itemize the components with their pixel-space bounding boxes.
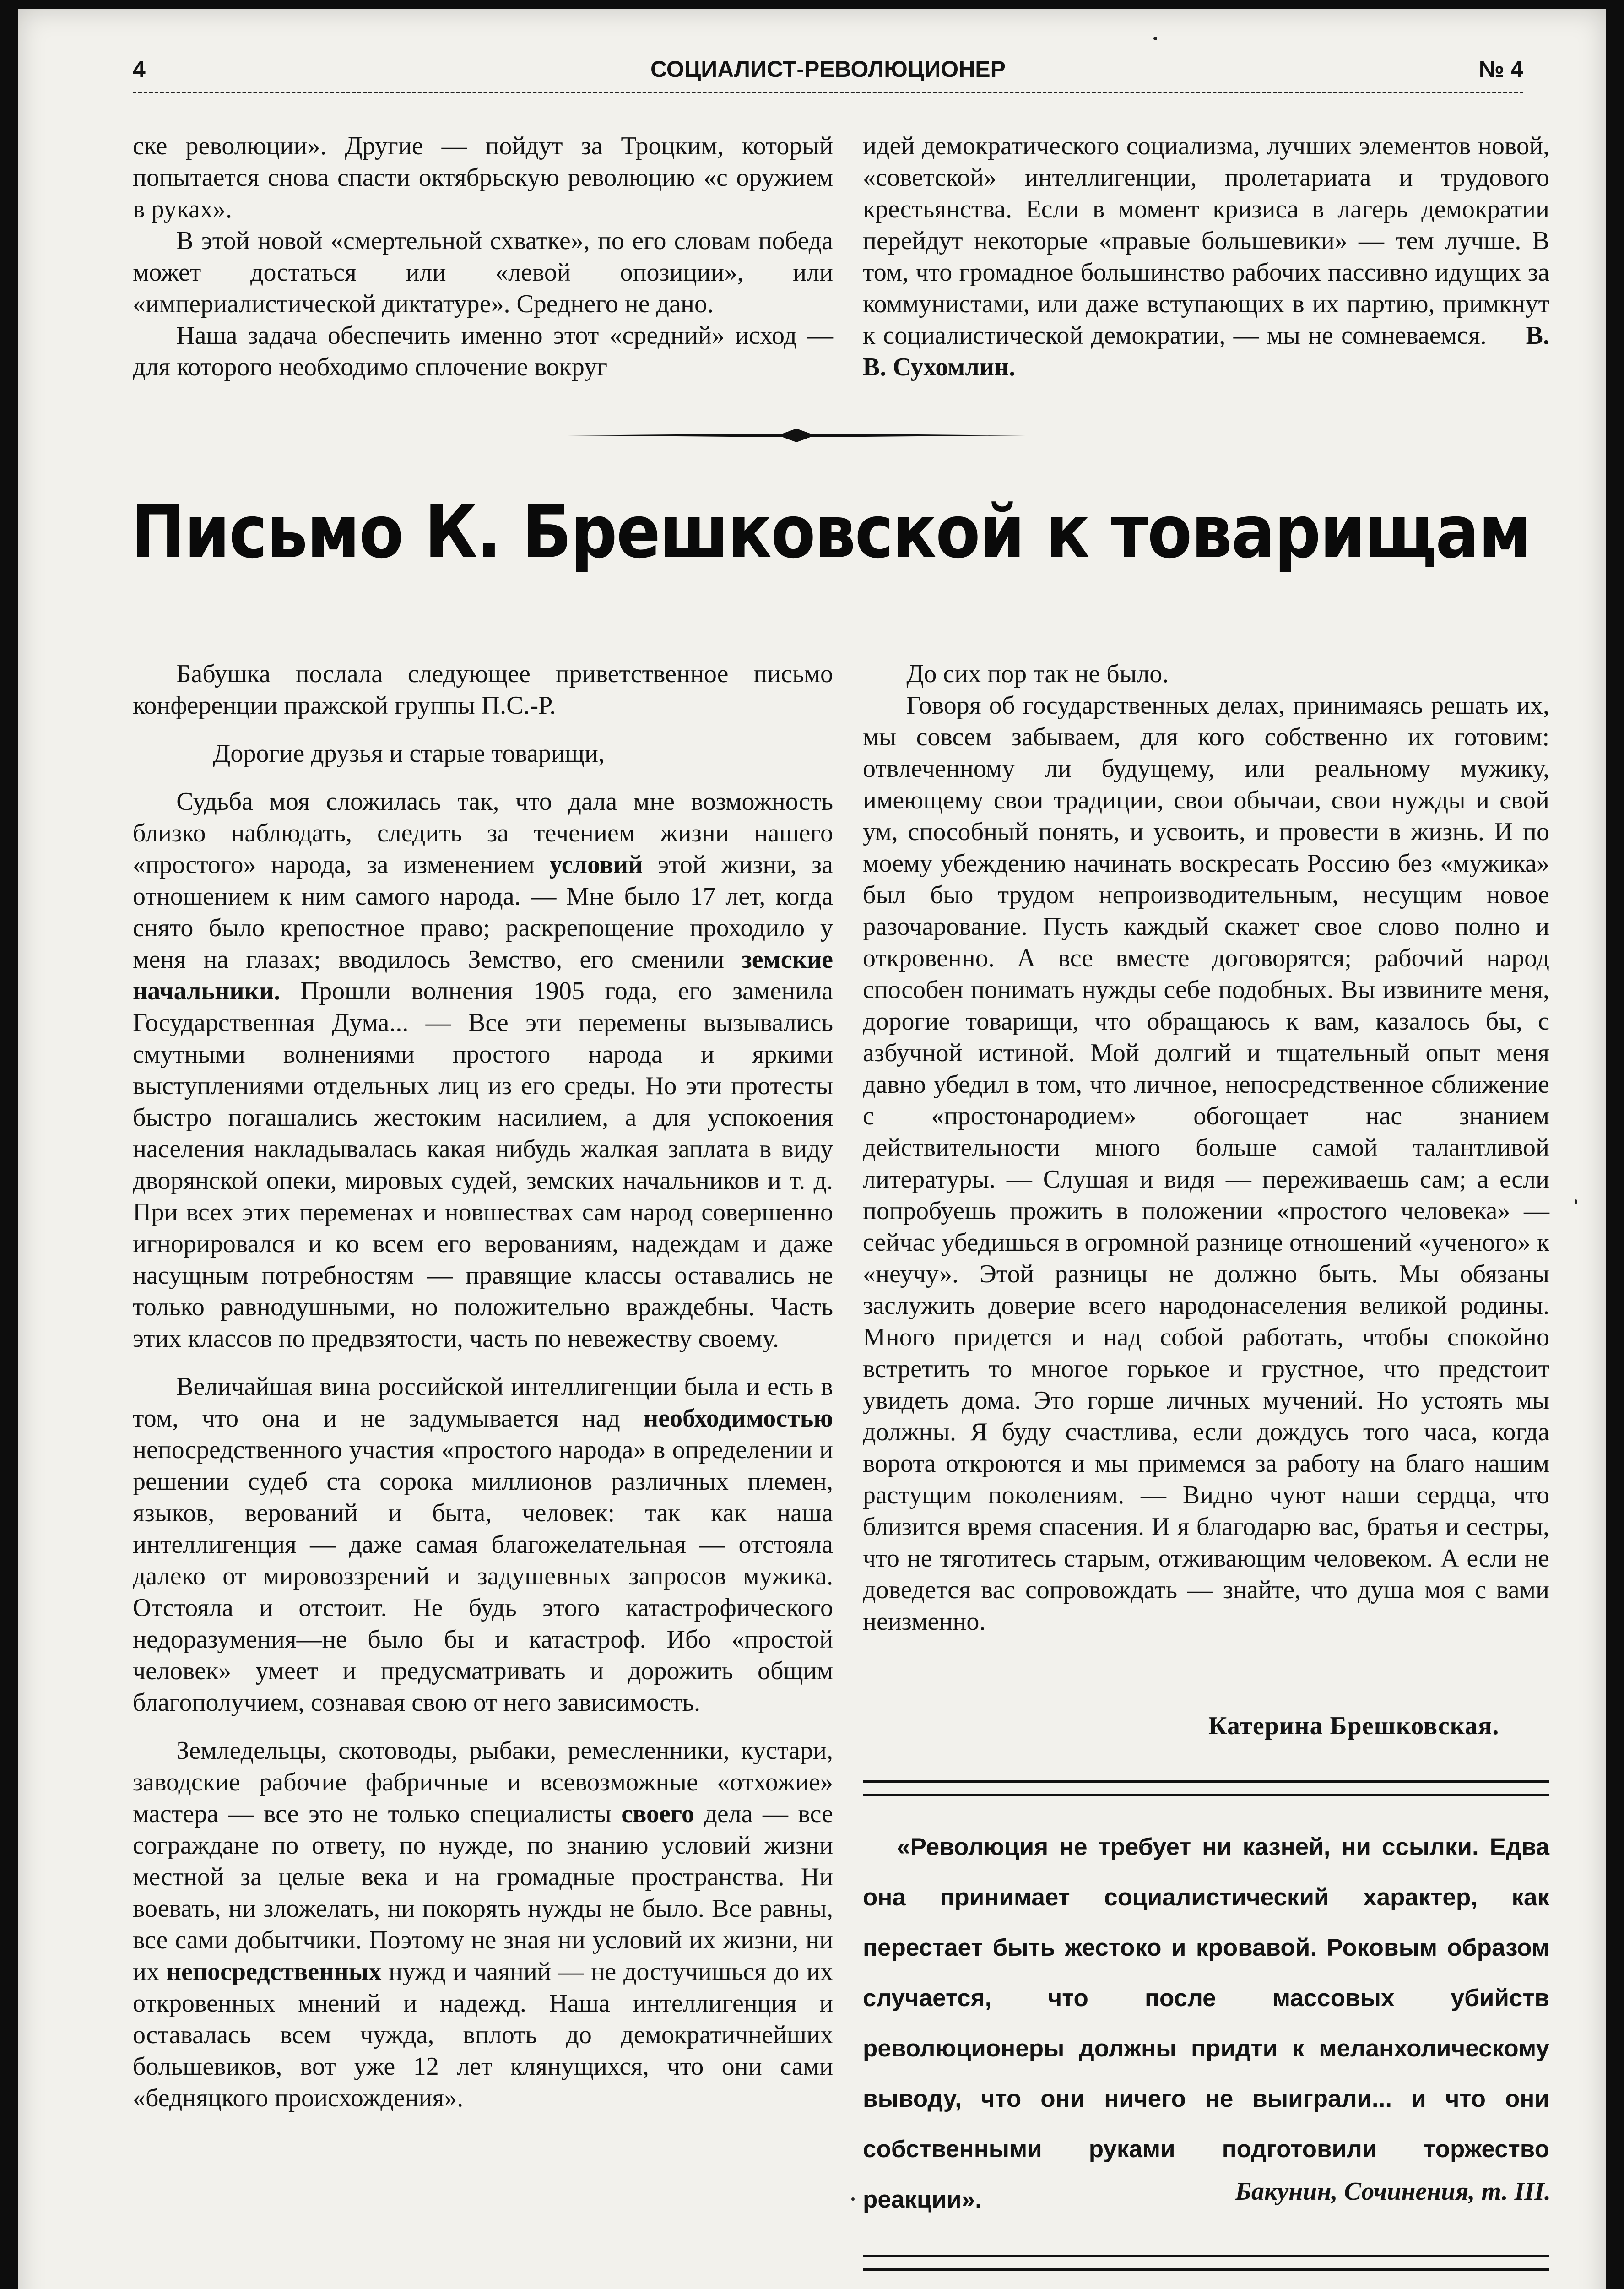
letter-signature: Катерина Брешковская. bbox=[1208, 1712, 1499, 1740]
section-divider bbox=[568, 429, 1025, 442]
text-run: этой жизни, за отношением к ним самого народа. — Мне было 17 лет, когда снято было крепостное право; раскрепощение проходило у меня на глазах; вводилось Земство, его сменили bbox=[133, 851, 833, 974]
emphasis: непосредственных bbox=[166, 1958, 382, 1986]
article-author: В. В. Сухомлин. bbox=[863, 321, 1549, 381]
quote-source: Бакунин, Сочинения, т. III. bbox=[1235, 2177, 1551, 2206]
quote-bottom-rule bbox=[863, 2255, 1549, 2271]
scan-speck bbox=[851, 2197, 855, 2201]
paragraph: Говоря об государственных делах, принимаясь решать их, мы совсем забываем, для кого собственно их готовим: отвлеченному ли будущему, или реальному мужику, имеющему свои традиции, свои обычаи, свои нужды и свой ум, способный понять, и усвоить, и провести в жизнь. И по моему убеждению начинать воскресать Россию без «мужика» был быо трудом непроизводительным, несущим новое разочарование. Пусть каждый скажет свое слово полно и откровенно. А все вместе договорятся; рабочий народ способен понимать нужды себе подобных. Вы извините меня, дорогие товарищи, что обращаюсь к вам, казалось бы, с азбучной истиной. Мой долгий и тщательный опыт меня давно убедил в том, что личное, непосредственное сближение с «простонародием» обогощает нас знанием действительности много больше самой талантливой литературы. — Слушая и видя — переживаешь сам; а если попробуешь прожить в положении «простого человека» — сейчас убедишься в огромной разнице отношений «ученого» к «неучу». Этой разницы не должно быть. Мы обязаны заслужить доверие всего народонаселения великой родины. Много придется и над собой работать, чтобы спокойно встретить то многое горькое и грустное, что предстоит увидеть дома. Это горше личных мучений. Но устоять мы должны. Я буду счастлива, если дождусь того часа, когда ворота откроются и мы примемся за работу на благо нашим растущим поколениям. — Видно чуют наши сердца, что близится время спасения. И я благодарю вас, братья и сестры, что не тяготитесь старым, отживающим человеком. А если не доведется вас сопровождать — знайте, что душа моя с вами неизменно. bbox=[863, 691, 1549, 1636]
paragraph: До сих пор так не было. bbox=[906, 660, 1169, 688]
paragraph: В этой новой «смертельной схватке», по его словам победа может достаться или «левой опозиции», или «империалистической диктатуре». Среднего не дано. bbox=[133, 227, 833, 318]
letter-left-column bbox=[133, 658, 833, 2114]
text-run: непосредственного участия «простого народа» в определении и решении судеб ста сорока миллионов различных племен, языков, верований и быта, человек: так как наша интеллигенция — даже самая благожелательная — отстояла далеко от мировоззрений и задушевных запросов мужика. Отстояла и отстоит. Не будь этого катастрофического недоразумения—не было бы и катастроф. Ибо «простой человек» умеет и предусматривать и дорожить общим благополучием, сознавая свою от него зависимость. bbox=[133, 1436, 833, 1717]
letter-right-column bbox=[863, 658, 1549, 1638]
text-run: нужд и чаяний — не достучишься до их откровенных мнений и надежд. Наша интеллигенция и оставалась всем чужда, вплоть до демократичнейших большевиков, вот уже 12 лет клянущихся, что они сами «бедняцкого происхождения». bbox=[133, 1958, 834, 2112]
quote-top-rule bbox=[863, 1780, 1549, 1796]
paragraph bbox=[133, 1371, 833, 1719]
top-article-right-column bbox=[863, 130, 1549, 383]
paragraph bbox=[133, 786, 833, 1355]
paragraph: Наша задача обеспечить именно этот «средний» исход — для которого необходимо сплочение вокруг bbox=[133, 321, 833, 381]
letter-intro: Бабушка послала следующее приветственное письмо конференции пражской группы П.С.-Р. bbox=[133, 660, 833, 720]
paragraph-text: идей демократического социализма, лучших элементов новой, «советской» интеллигенции, пролетариата и трудового крестьянства. Если в момент кризиса в лагерь демократии перейдут некоторые «правые большевики» — тем лучше. В том, что громадное большинство рабочих пассивно идущих за коммунистами, или даже вступающих в их партию, примкнут к социалистической демократии, — мы не сомневаемся. bbox=[863, 132, 1549, 350]
text-run: Судьба моя сложилась так, что дала мне возможность близко наблюдать, следить за течением жизни нашего «простого» народа, за изменением bbox=[133, 787, 833, 879]
scan-speck bbox=[1153, 37, 1157, 40]
text-run: Прошли волнения 1905 года, его заменила Государственная Дума... — Все эти перемены вызывались смутными волнениями простого народа и яркими выступлениями отдельных лиц из его среды. Но эти протесты быстро погашались жестоким насилием, а для успокоения населения накладывалась какая нибудь жалкая заплата в виду дворянской опеки, мировых судей, земских начальников и т. д. При всех этих переменах и новшествах сам народ совершенно игнорировался и ко всем его верованиям, надеждам и даже насущным потребностям — правящие классы оставались не только равнодушными, но положительно враждебны. Часть этих классов по предвзятости, часть по невежеству своему. bbox=[133, 977, 833, 1353]
bakunin-quote bbox=[863, 1822, 1549, 2225]
newspaper-page bbox=[18, 9, 1606, 2289]
emphasis: своего bbox=[621, 1800, 694, 1828]
paragraph: ске революции». Другие — пойдут за Троцким, который попытается снова спасти октябрьскую революцию «с оружием в руках». bbox=[133, 132, 833, 223]
scan-speck bbox=[1575, 1199, 1577, 1204]
text-run: дела — все сограждане по ответу, по нужде, по знанию условий жизни местной за целые века и на громадные пространства. Ни воевать, ни зложелать, ни покорять нужды не было. Все равны, все сами добытчики. Поэтому не зная ни условий их жизни, ни их bbox=[133, 1800, 833, 1986]
top-article-left-column bbox=[133, 130, 833, 383]
newspaper-title: СОЦИАЛИСТ-РЕВОЛЮЦИОНЕР bbox=[650, 56, 1006, 82]
issue-number: № 4 bbox=[1478, 56, 1523, 82]
page-number: 4 bbox=[133, 56, 146, 82]
paragraph bbox=[133, 1735, 833, 2114]
letter-headline: Письмо К. Брешковской к товарищам bbox=[131, 490, 1531, 575]
emphasis: условий bbox=[549, 851, 643, 879]
text-run: Величайшая вина российской интеллигенции была и есть в том, что она и не задумывается над bbox=[133, 1372, 833, 1432]
emphasis: земские начальники. bbox=[133, 945, 833, 1005]
page-header bbox=[133, 51, 1523, 97]
quote-text: «Революция не требует ни казней, ни ссылки. Едва она принимает социалистический характер, как перестает быть жестоко и кровавой. Роковым образом случается, что после массовых убийств революционеры должны придти к меланхолическому выводу, что они ничего не выиграли... и что они собственными руками подготовили торжество реакции». bbox=[863, 1833, 1549, 2213]
paragraph bbox=[863, 130, 1549, 383]
text-run: Земледельцы, скотоводы, рыбаки, ремесленники, кустари, заводские рабочие фабричные и всевозможные «отхожие» мастера — все это не только специалисты bbox=[133, 1736, 833, 1828]
header-rule bbox=[133, 92, 1523, 93]
emphasis: необходимостью bbox=[643, 1404, 833, 1432]
letter-salutation: Дорогие друзья и старые товарищи, bbox=[213, 739, 605, 768]
